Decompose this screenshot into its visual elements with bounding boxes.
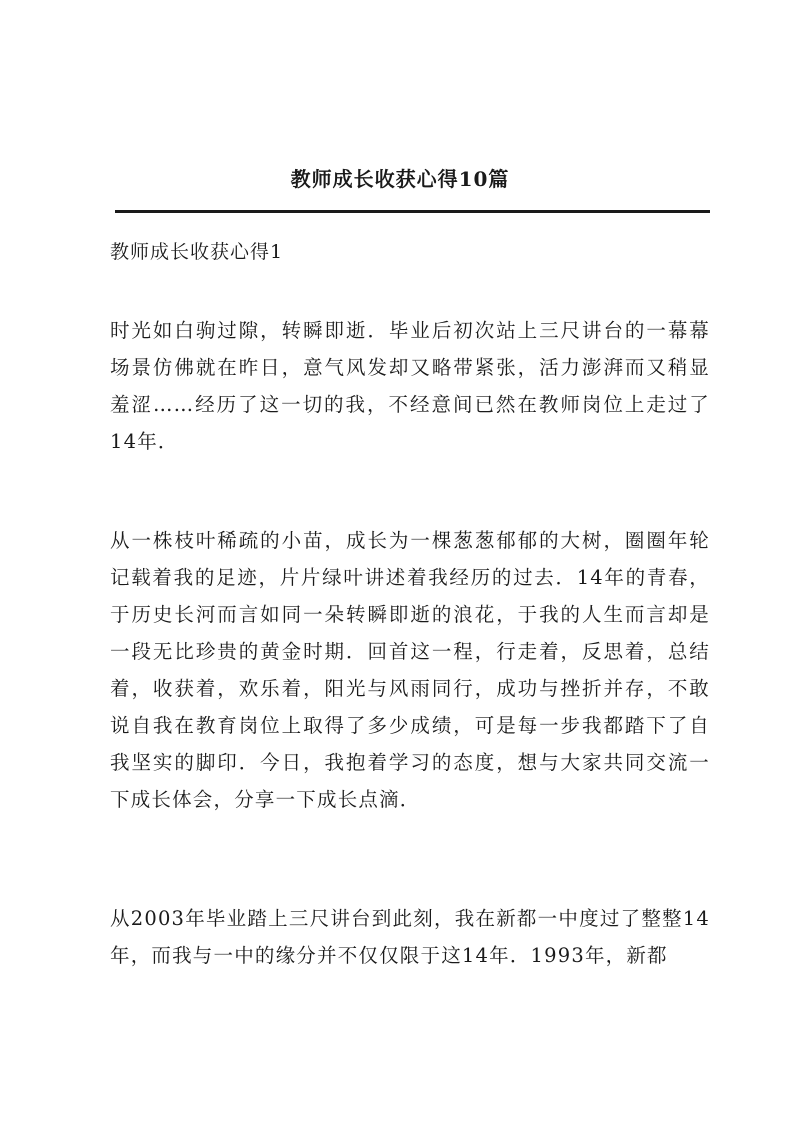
paragraph-3: 从2003年毕业踏上三尺讲台到此刻，我在新都一中度过了整整14年，而我与一中的缘分并不仅仅限于这14年．1993年，新都 xyxy=(110,907,710,967)
paragraph-1: 时光如白驹过隙，转瞬即逝．毕业后初次站上三尺讲台的一幕幕场景仿佛就在昨日，意气风发却又略带紧张，活力澎湃而又稍显羞涩……经历了这一切的我，不经意间已然在教师岗位上走过了14年． xyxy=(110,319,710,453)
section-heading: 教师成长收获心得1 xyxy=(110,241,284,263)
document-title: 教师成长收获心得10篇 xyxy=(290,167,510,191)
title-underline xyxy=(115,210,710,213)
paragraph-2: 从一株枝叶稀疏的小苗，成长为一棵葱葱郁郁的大树，圈圈年轮记载着我的足迹，片片绿叶讲述着我经历的过去．14年的青春，于历史长河而言如同一朵转瞬即逝的浪花，于我的人生而言却是一段无比珍贵的黄金时期．回首这一程，行走着，反思着，总结着，收获着，欢乐着，阳光与风雨同行，成功与挫折并存，不敢说自我在教育岗位上取得了多少成绩，可是每一步我都踏下了自我坚实的脚印．今日，我抱着学习的态度，想与大家共同交流一下成长体会，分享一下成长点滴． xyxy=(110,529,710,811)
